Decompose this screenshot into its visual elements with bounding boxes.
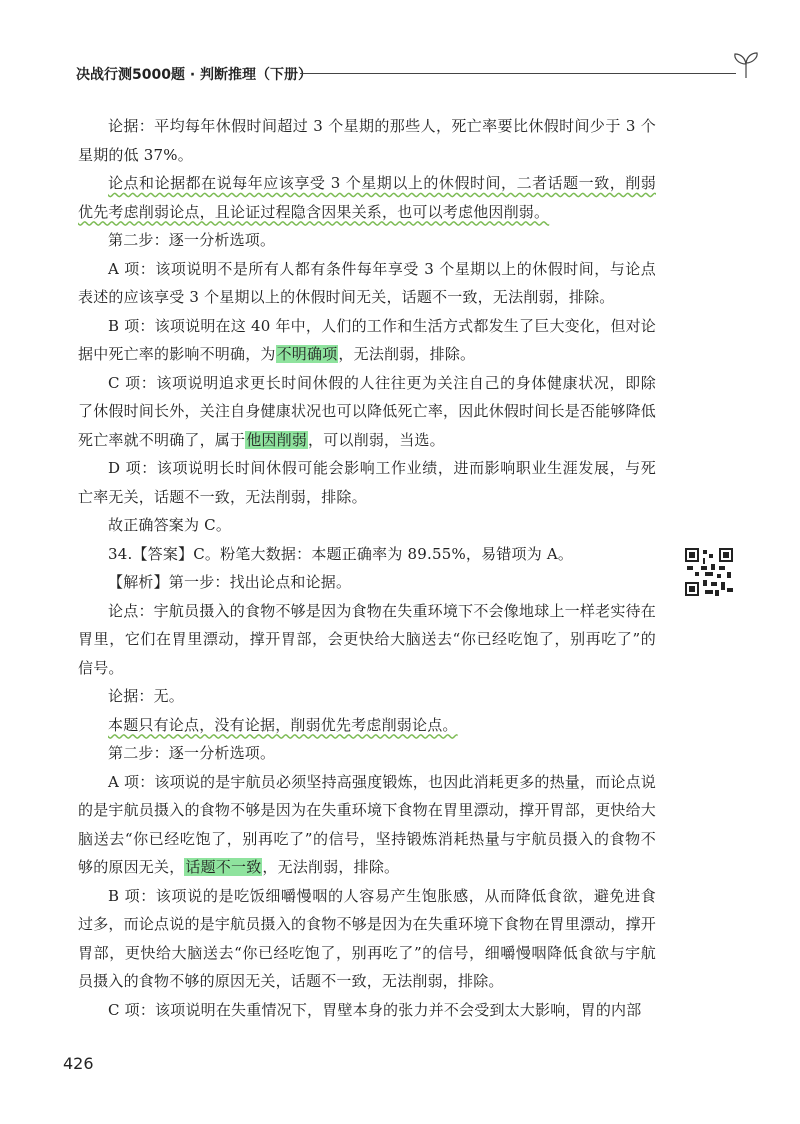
note-underline-2: 本题只有论点，没有论据，削弱优先考虑削弱论点。 — [108, 715, 458, 734]
correct-answer: 故正确答案为 C。 — [108, 516, 232, 534]
option-c-analysis — [78, 369, 656, 455]
page-body — [78, 112, 656, 1024]
analysis-note — [78, 169, 656, 226]
option-b-analysis-2: B 项：该项说的是吃饭细嚼慢咽的人容易产生饱胀感，从而降低食欲，避免进食过多，而论点说的是宇航员摄入的食物不够是因为在失重环境下食物在胃里漂动，撑开胃部，更快给大脑送去“你已经吃饱了，别再吃了”的信号，细嚼慢咽降低食欲与宇航员摄入的食物不够的原因无关，话题不一致，无法削弱，排除。 — [78, 886, 656, 990]
highlight-unclear: 不明确项 — [276, 345, 338, 363]
option-b-text: B 项：该项说明在这 40 年中，人们的工作和生活方式都发生了巨大变化，但对论据中死亡率的影响不明确，为 — [78, 316, 656, 363]
option-a2-text: A 项：该项说的是宇航员必须坚持高强度锻炼，也因此消耗更多的热量，而论点说的是宇航员摄入的食物不够是因为在失重环境下食物在胃里漂动，撑开胃部，更快给大脑送去“你已经吃饱了，别再吃了”的信号，坚持锻炼消耗热量与宇航员摄入的食物不够的原因无关， — [78, 772, 657, 876]
book-title: 决战行测5000题 · 判断推理（下册） — [76, 67, 313, 83]
qr-code-icon[interactable] — [685, 548, 733, 596]
option-a-analysis: A 项：该项说明不是所有人都有条件每年享受 3 个星期以上的休假时间，与论点表述的应该享受 3 个星期以上的休假时间无关，话题不一致，无法削弱，排除。 — [78, 259, 656, 306]
analysis-note-2 — [78, 711, 656, 740]
page-header — [76, 60, 766, 92]
highlight-other-cause: 他因削弱 — [246, 430, 308, 449]
option-a-analysis-2 — [78, 768, 656, 882]
note-underline: 论点和论据都在说每年应该享受 3 个星期以上的休假时间，二者话题一致，削弱优先考虑削弱论点，且论证过程隐含因果关系，也可以考虑他因削弱。 — [78, 174, 656, 221]
paragraph-evidence: 论据：平均每年休假时间超过 3 个星期的那些人，死亡率要比休假时间少于 3 个星期的低 37%。 — [78, 117, 656, 164]
option-b-analysis — [78, 312, 656, 369]
sprout-icon — [726, 50, 766, 80]
page-number: 426 — [63, 1054, 94, 1073]
option-c-tail: ，可以削弱，当选。 — [308, 430, 445, 449]
header-divider — [300, 73, 736, 74]
option-c-analysis-2: C 项：该项说明在失重情况下，胃壁本身的张力并不会受到太大影响，胃的内部 — [108, 1000, 642, 1019]
argument-claim: 论点：宇航员摄入的食物不够是因为食物在失重环境下不会像地球上一样老实待在胃里，它们在胃里漂动，撑开胃部，会更快给大脑送去“你已经吃饱了，别再吃了”的信号。 — [78, 601, 656, 677]
step-two-heading-2: 第二步：逐一分析选项。 — [108, 744, 276, 762]
step-two-heading: 第二步：逐一分析选项。 — [108, 231, 276, 249]
option-d-analysis: D 项：该项说明长时间休假可能会影响工作业绩，进而影响职业生涯发展，与死亡率无关，话题不一致，无法削弱，排除。 — [78, 459, 656, 506]
highlight-topic-mismatch: 话题不一致 — [185, 858, 262, 876]
option-c-text: C 项：该项说明追求更长时间休假的人往往更为关注自己的身体健康状况，即除了休假时间长外，关注自身健康状况也可以降低死亡率，因此休假时间长是否能够降低死亡率就不明确了，属于 — [78, 373, 656, 449]
question-34-explanation: 【解析】第一步：找出论点和论据。 — [108, 573, 352, 591]
option-a2-tail: ，无法削弱，排除。 — [262, 858, 400, 876]
argument-evidence: 论据：无。 — [108, 687, 185, 705]
question-34-answer: 34.【答案】C。粉笔大数据：本题正确率为 89.55%，易错项为 A。 — [108, 544, 574, 563]
option-b-tail: ，无法削弱，排除。 — [338, 345, 476, 363]
